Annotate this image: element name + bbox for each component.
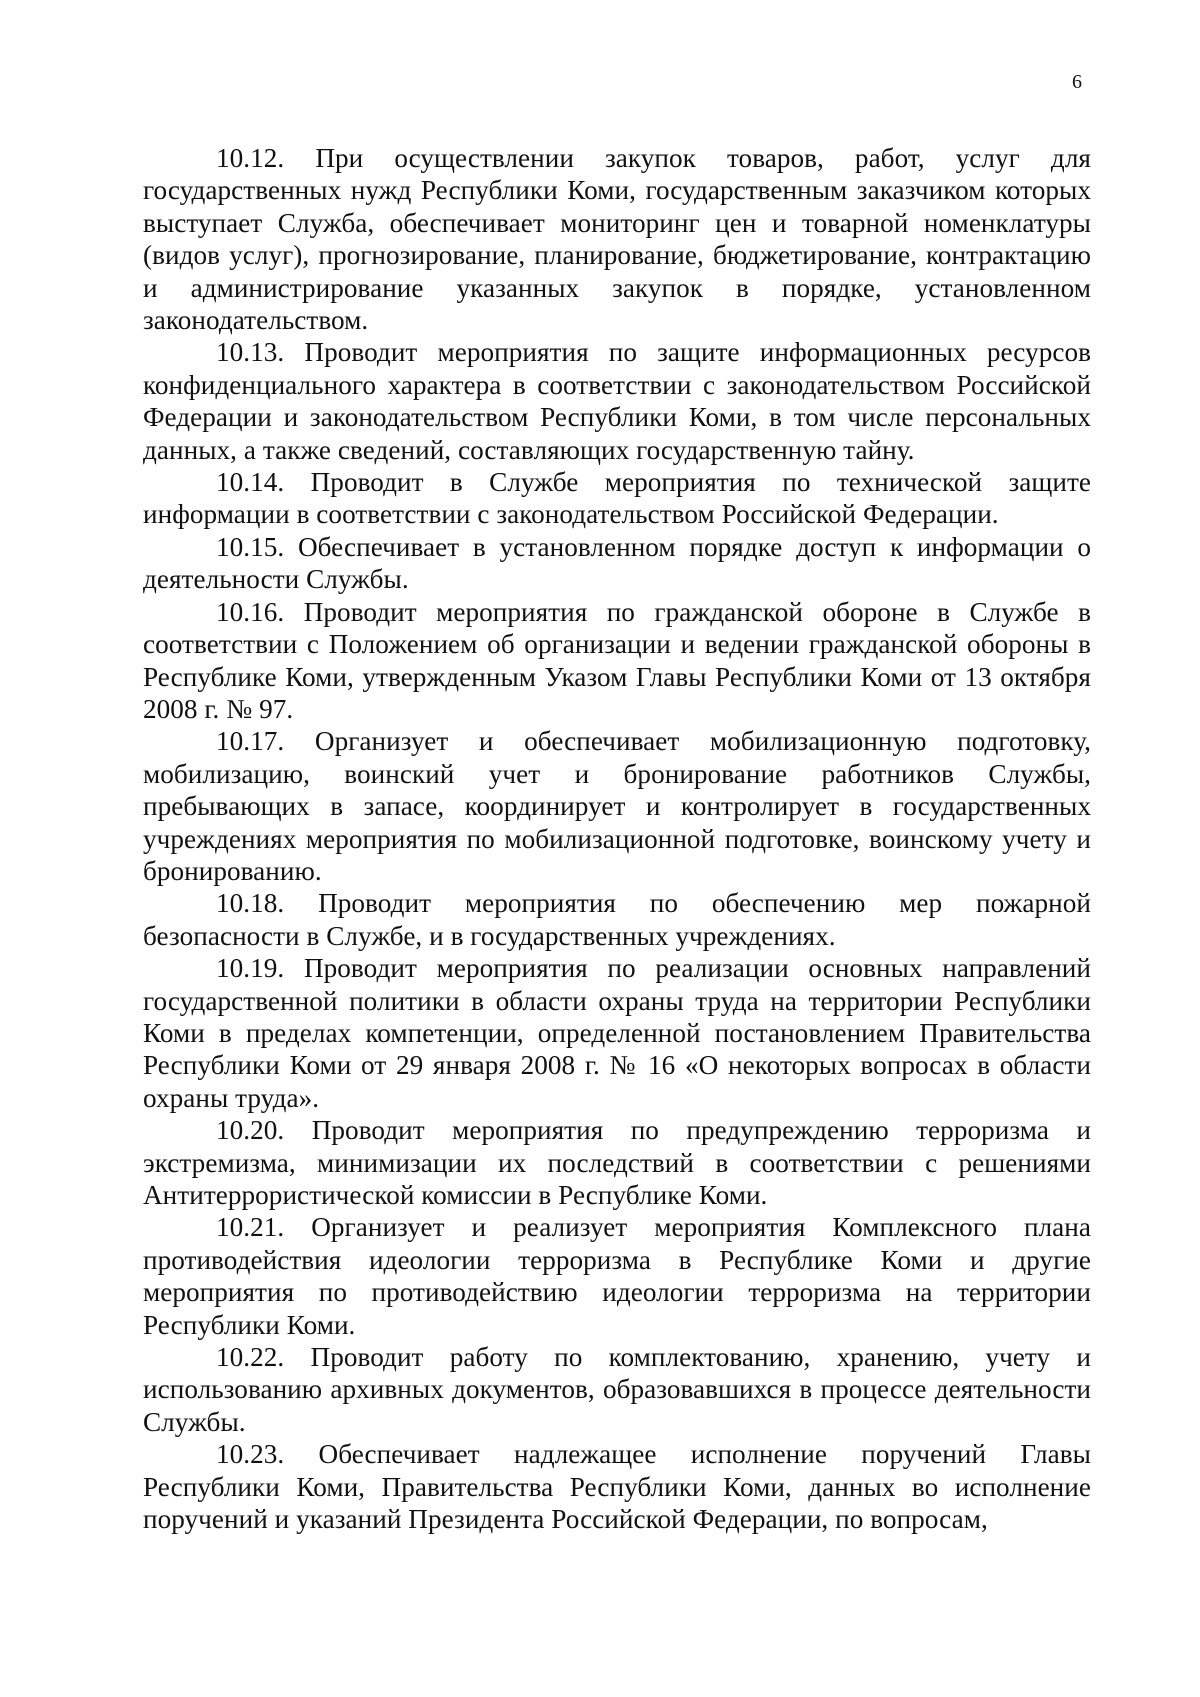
paragraph-10-23: 10.23. Обеспечивает надлежащее исполнение поручений Главы Республики Коми, Правительства Республики Коми, данных во исполнение поручений и указаний Президента Российской Федерации, по вопросам, [143,1439,1091,1535]
paragraph-10-12: 10.12. При осуществлении закупок товаров, работ, услуг для государственных нужд Республики Коми, государственным заказчиком которых выступает Служба, обеспечивает мониторинг цен и товарной номенклатуры (видов услуг), прогнозирование, планирование, бюджетирование, контрактацию и администрирование указанных закупок в порядке, установленном законодательством. [143,143,1091,336]
paragraph-10-21: 10.21. Организует и реализует мероприятия Комплексного плана противодействия идеологии терроризма в Республике Коми и другие мероприятия по противодействию идеологии терроризма на территории Республики Коми. [143,1212,1091,1340]
paragraph-10-15: 10.15. Обеспечивает в установленном порядке доступ к информации о деятельности Службы. [143,531,1091,595]
document-body [143,142,1091,1535]
paragraph-10-17: 10.17. Организует и обеспечивает мобилизационную подготовку, мобилизацию, воинский учет и бронирование работников Службы, пребывающих в запасе, координирует и контролирует в государственных учреждениях мероприятия по мобилизационной подготовке, воинскому учету и бронированию. [143,726,1091,886]
paragraph-10-14: 10.14. Проводит в Службе мероприятия по технической защите информации в соответствии с законодательством Российской Федерации. [143,467,1091,530]
paragraph-10-16: 10.16. Проводит мероприятия по гражданской обороне в Службе в соответствии с Положением об организации и ведении гражданской обороны в Республике Коми, утвержденным Указом Главы Республики Коми от 13 октября 2008 г. № 97. [143,596,1091,724]
paragraph-10-22: 10.22. Проводит работу по комплектованию, хранению, учету и использованию архивных документов, образовавшихся в процессе деятельности Службы. [143,1342,1091,1437]
page-number: 6 [1072,71,1082,93]
paragraph-10-19: 10.19. Проводит мероприятия по реализации основных направлений государственной политики в области охраны труда на территории Республики Коми в пределах компетенции, определенной постановлением Правительства Республики Коми от 29 января 2008 г. № 16 «О некоторых вопросах в области охраны труда». [143,953,1091,1113]
paragraph-10-20: 10.20. Проводит мероприятия по предупреждению терроризма и экстремизма, минимизации их последствий в соответствии с решениями Антитеррористической комиссии в Республике Коми. [143,1115,1091,1210]
paragraph-10-13: 10.13. Проводит мероприятия по защите информационных ресурсов конфиденциального характера в соответствии с законодательством Российской Федерации и законодательством Республики Коми, в том числе персональных данных, а также сведений, составляющих государственную тайну. [143,337,1091,465]
paragraph-10-18: 10.18. Проводит мероприятия по обеспечению мер пожарной безопасности в Службе, и в государственных учреждениях. [143,888,1091,951]
